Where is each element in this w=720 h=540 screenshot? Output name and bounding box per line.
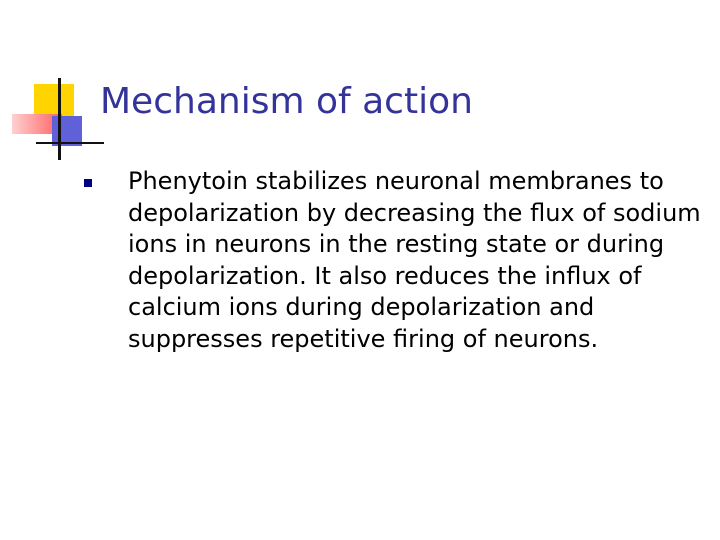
bullet-list — [84, 166, 704, 355]
square-bullet-icon — [84, 179, 92, 187]
logo-horizontal-line — [36, 142, 104, 144]
logo-vertical-line — [58, 78, 61, 160]
bullet-item — [84, 166, 704, 355]
bullet-text: Phenytoin stabilizes neuronal membranes to depolarization by decreasing the flux of sodium ions in neurons in the resting state or during depolarization. It also reduces the influx of calcium ions during depolarization and suppresses repetitive firing of neurons. — [128, 167, 701, 353]
slide-title: Mechanism of action — [100, 81, 473, 122]
decorative-logo — [0, 0, 110, 170]
